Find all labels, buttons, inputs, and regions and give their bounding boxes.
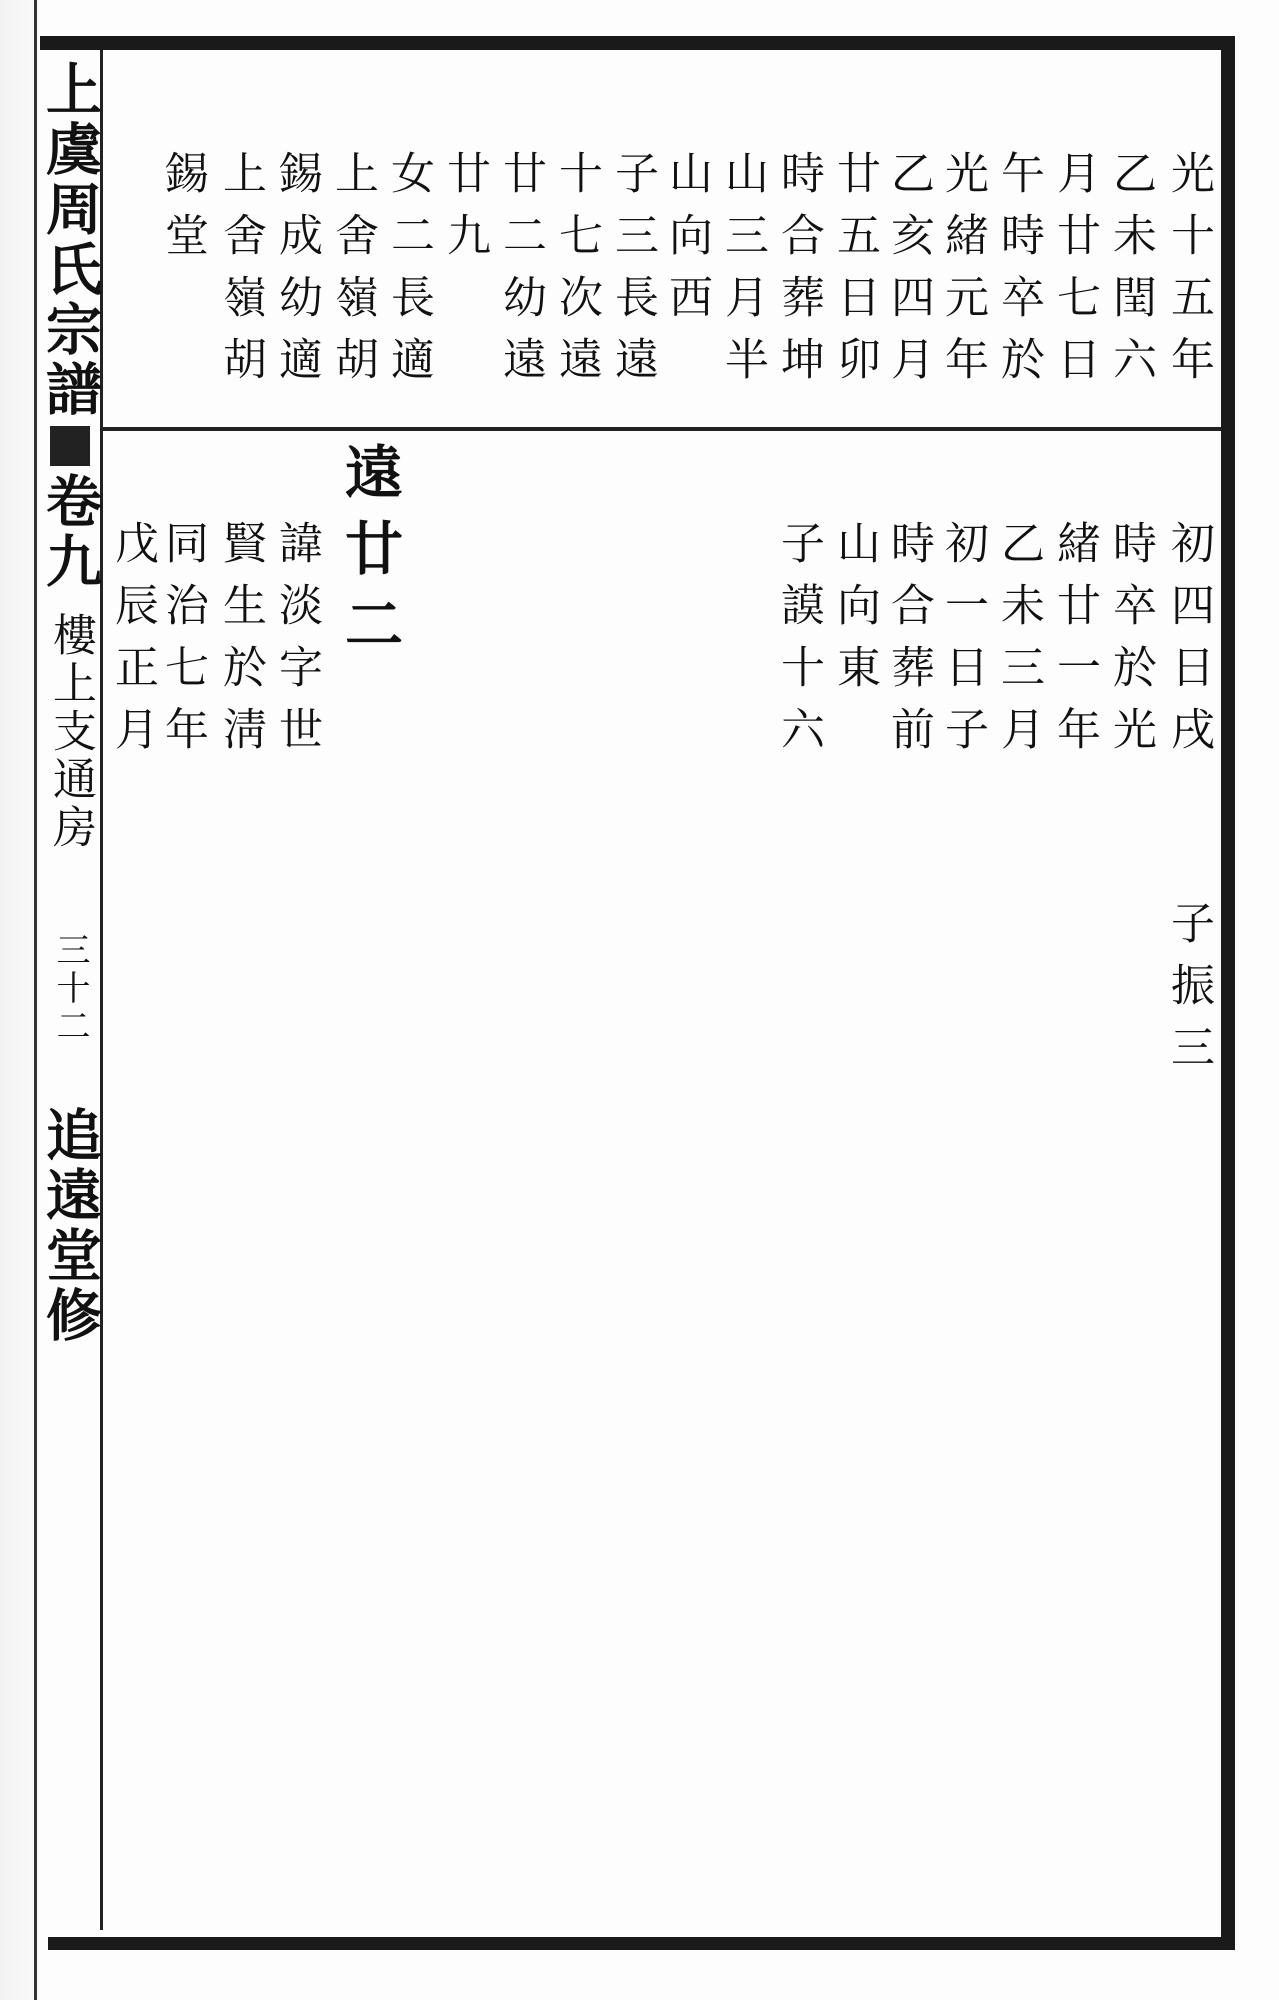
entry-column-1: 諱淡字世 [271, 520, 322, 768]
upper-column-14: 廿九 [439, 150, 490, 274]
upper-column-13: 廿二幼遠 [495, 150, 546, 398]
upper-column-4: 午時卒於 [993, 150, 1044, 398]
upper-column-15: 女二長適 [383, 150, 434, 398]
upper-column-16: 上舍嶺胡 [327, 150, 378, 398]
lower-right-note: 子振三 [1163, 900, 1214, 1086]
book-title: 上虞周氏宗譜 [37, 60, 103, 420]
entry-title: 遠廿二 [335, 442, 403, 670]
page-number: 三十二 [50, 932, 90, 1046]
hall-name: 追遠堂 [37, 1106, 103, 1286]
upper-column-18: 上舍嶺胡 [215, 150, 266, 398]
upper-column-10: 山向西 [661, 150, 712, 336]
upper-column-5: 光緒元年 [937, 150, 988, 398]
branch-label: 樓上支通房 [45, 612, 96, 852]
entry-column-4: 戊辰正月 [107, 520, 158, 768]
upper-column-17: 錫成幼適 [271, 150, 322, 398]
margin-extra: 修 [37, 1286, 103, 1346]
lower-right-column-1: 初四日戌 [1163, 520, 1214, 768]
lower-right-column-8: 子謨十六 [773, 520, 824, 768]
top-border-rule [40, 36, 1230, 50]
upper-column-12: 十七次遠 [551, 150, 602, 398]
volume-label: 卷九 [37, 472, 103, 592]
entry-column-2: 賢生於淸 [215, 520, 266, 768]
upper-column-3: 月廿七日 [1049, 150, 1100, 398]
upper-column-11: 子三長遠 [607, 150, 658, 398]
lower-right-column-3: 緒廿一年 [1049, 520, 1100, 768]
upper-column-1: 光十五年 [1163, 150, 1214, 398]
entry-column-3: 同治七年 [157, 520, 208, 768]
lower-right-column-5: 初一日子 [937, 520, 988, 768]
register-divider-rule [103, 427, 1221, 431]
lower-right-column-6: 時合葬前 [883, 520, 934, 768]
lower-right-column-2: 時卒於光 [1105, 520, 1156, 768]
lower-right-column-4: 乙未三月 [993, 520, 1044, 768]
upper-column-8: 時合葬坤 [773, 150, 824, 398]
bottom-border-rule [48, 1937, 1233, 1950]
right-border-rule [1221, 36, 1235, 1950]
upper-column-7: 廿五日卯 [829, 150, 880, 398]
black-block-mark [50, 426, 90, 466]
upper-column-19: 錫堂 [157, 150, 208, 274]
upper-column-2: 乙未閏六 [1105, 150, 1156, 398]
lower-right-column-7: 山向東 [829, 520, 880, 706]
upper-column-9: 山三月半 [717, 150, 768, 398]
page-margin-strip [36, 60, 103, 1940]
upper-column-6: 乙亥四月 [883, 150, 934, 398]
